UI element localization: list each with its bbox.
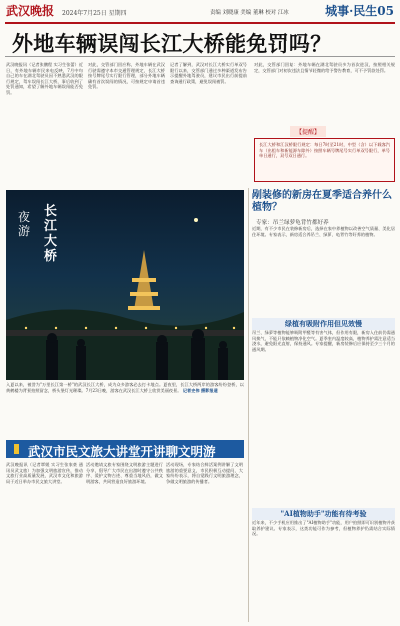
lead-article-column-2: 对此，交管部门回应称，外地车辆在武汉行驶需遵守本市交通管理规定，长江大桥按号牌尾号实行限行管理，部分外地车辆确有首次误闯的情况，可按规定申请首违免罚。: [88, 62, 165, 90]
main-headline: 外地车辆误闯长江大桥能免罚吗？: [12, 31, 332, 56]
photo-credit: 记者史伟 摄影报道: [182, 387, 218, 393]
headline-divider: [5, 56, 395, 57]
sidebar-byline: 专家：吊兰绿萝龟背竹都好养: [256, 220, 329, 226]
bottom-article-title: 武汉市民文旅大讲堂开讲聊文明游: [28, 444, 216, 459]
bottom-article-column-2: 活动邀请文旅专家围绕文明旅游主题进行分享，倡导广大市民在出游时遵守公共秩序、爱护文物古迹、尊重当地风俗，做文明游客，共同营造良好旅游环境。: [86, 462, 163, 484]
sidebar-subhead-2: "AI植物助手"功能有待考验: [252, 508, 395, 520]
sidebar-body-3: 近年来，不少手机应用推出了"AI植物助手"功能，用户拍照即可识别植物并获取养护建议。专家表示，这类功能可作为参考，但植物养护仍需结合实际情况。: [252, 520, 395, 537]
photo-illustration: [6, 190, 244, 380]
sidebar-body-2: 吊兰、绿萝等植物能够吸附甲醛等有害气体，但作用有限，新房入住前仍需通风换气，不能只依赖植物净化空气。夏季室内温度较高，植物养护需注意适当浇水，避免阳光直射，保持通风。专家提醒，新房装修后应保持至少三个月的通风期。: [252, 330, 395, 352]
photo-title: 长江大桥: [44, 204, 58, 264]
bridge-night-photo: [6, 190, 244, 380]
editor-credits: 责编 刘晓康 美编 董琳 校对 江冰: [210, 10, 289, 16]
header-rule: [5, 22, 395, 24]
lead-article-column-1: 武汉晚报讯（记者张鹏程 实习生张蕾）近日，有外地车辆市民来电反映，7月中旬自己的车在湖北驾驶员因不熟悉武汉的限行规定，驾车误闯长江大桥，事后收到了处罚通知，希望了解外地车辆误闯能否免罚。: [6, 62, 83, 95]
banner-accent-bar: [14, 444, 19, 454]
column-divider: [248, 188, 249, 622]
photo-subtitle: 夜游: [18, 210, 31, 238]
sidebar-headline: 剐装修的新房在夏季适合养什么植物？: [252, 190, 392, 213]
page-header: [0, 0, 400, 22]
issue-date: 2024年7月25日 星期四: [62, 10, 127, 17]
section-title: 城事·民生05: [325, 4, 394, 18]
sidebar-body-1: 近期，有不少市民在装修新房后，选择在家中养植物以改善空气质量、美化居住环境。专家表示，新房适合养吊兰、绿萝、龟背竹等好养的植物。: [252, 226, 395, 237]
sidebar-subhead-1: 绿植有吸附作用但见效慢: [252, 318, 395, 330]
bottom-article-column-1: 武汉晚报讯（记者覃媛 实习生张家豪 通讯员武文旅）为加强文明旅游宣传，推动文旅行业高质量发展，武汉市文化和旅游局于近日举办市民文旅大讲堂。: [6, 462, 83, 484]
lead-article-column-4: 对此，交管部门回复：外地车辆在湖北驾驶员多为首次进汉，按照相关规定，交管部门对初次违法且情节轻微的给予警告教育，可不予罚款处罚。: [254, 62, 395, 73]
bottom-article-column-3: 活动现场，专家结合鲜活案例讲解了文明旅游的重要意义，市民积极互动提问，大家纷纷表示，将自觉践行文明旅游理念，争做文明旅游的传播者。: [166, 462, 243, 484]
reminder-box: 长江大桥和江汉桥限行规定：每日7时至21时，中型（含）以下载客汽车（出租车和新能源车除外）按照车辆号牌尾号实行单双号限行，单号单日通行，双号双日通行。: [254, 138, 395, 182]
newspaper-masthead: 武汉晚报: [6, 4, 55, 18]
lead-article-column-3: 记者了解到，武汉对长江大桥实行单双号限行以来，交管部门通过多种渠道发布告示提醒外地驾驶员，建议市民出行前提前查询通行政策，避免误闯被罚。: [170, 62, 247, 84]
caption-text: 入夏以来，被誉为"万里长江第一桥"的武汉长江大桥，成为众多游客必去打卡地点。夏夜里，长江大桥两岸的游客纷纷登桥，以黄鹤楼为背景拍照留念，桥头堡灯光璀璨。7月23日晚，游客在武汉长江大桥上欣赏美丽夜景。: [6, 382, 244, 393]
photo-caption: [6, 382, 244, 436]
reminder-tag: 【提醒】: [290, 126, 326, 137]
